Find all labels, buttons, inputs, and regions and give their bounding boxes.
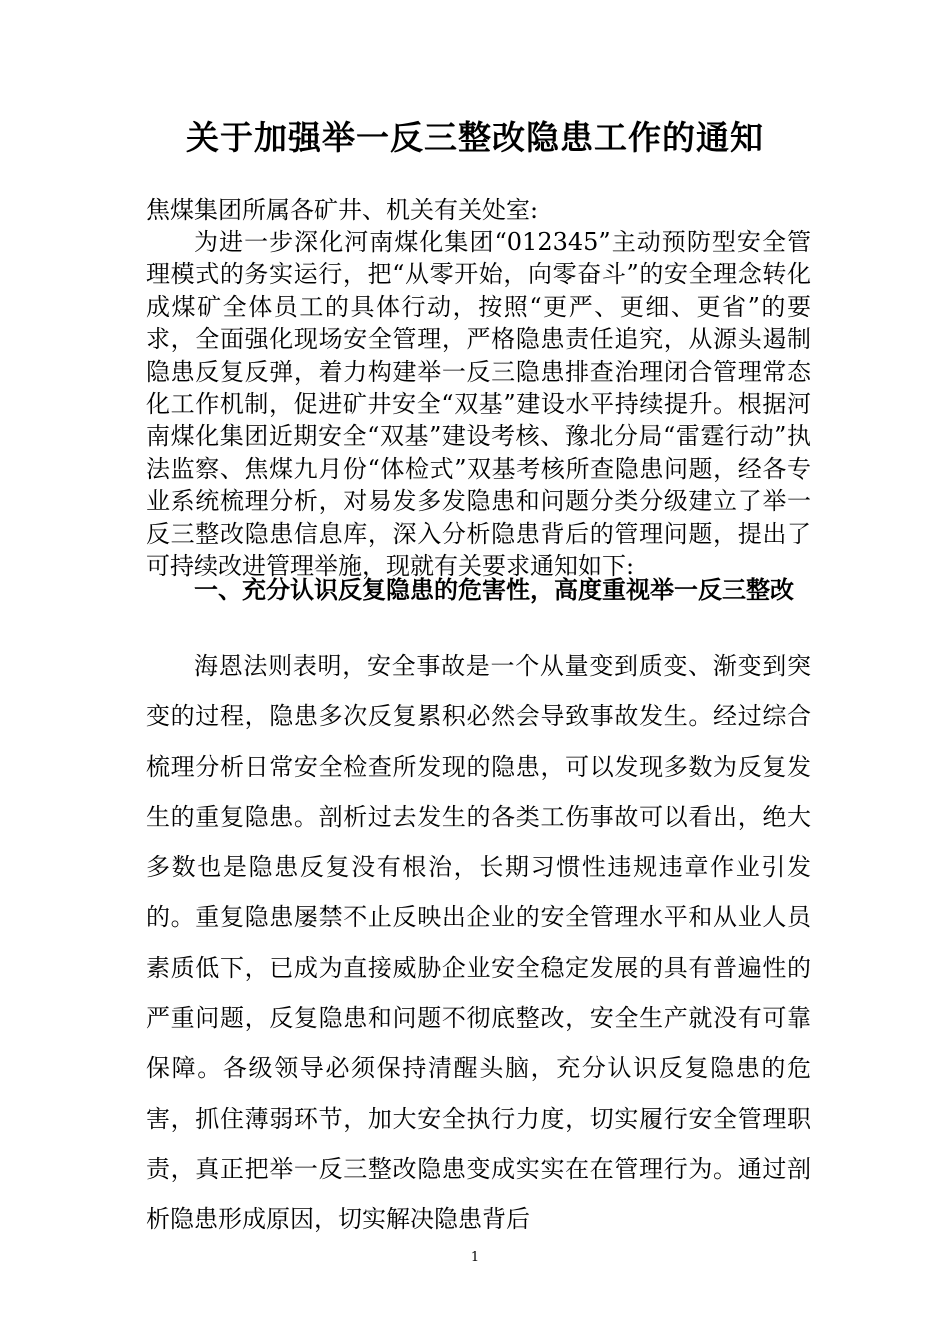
section-heading-1: 一、充分认识反复隐患的危害性，高度重视举一反三整改: [194, 575, 794, 604]
salutation: 焦煤集团所属各矿井、机关有关处室:: [146, 196, 539, 224]
document-title: 关于加强举一反三整改隐患工作的通知: [186, 118, 764, 157]
page-number: 1: [470, 1250, 480, 1265]
intro-paragraph: 为进一步深化河南煤化集团“012345”主动预防型安全管理模式的务实运行，把“从零开始，向零奋斗”的安全理念转化成煤矿全体员工的具体行动，按照“更严、更细、更省”的要求，全面强化现场安全管理，严格隐患责任追究，从源头遏制隐患反复反弹，着力构建举一反三隐患排查治理闭合管理常态化工作机制，促进矿井安全“双基”建设水平持续提升。根据河南煤化集团近期安全“双基”建设考核、豫北分局“雷霆行动”执法监察、焦煤九月份“体检式”双基考核所查隐患问题，经各专业系统梳理分析，对易发多发隐患和问题分类分级建立了举一反三整改隐患信息库，深入分析隐患背后的管理问题，提出了可持续改进管理举施，现就有关要求通知如下:: [146, 228, 811, 581]
section-1-paragraph: 海恩法则表明，安全事故是一个从量变到质变、渐变到突变的过程，隐患多次反复累积必然会导致事故发生。经过综合梳理分析日常安全检查所发现的隐患，可以发现多数为反复发生的重复隐患。剖析过去发生的各类工伤事故可以看出，绝大多数也是隐患反复没有根治，长期习惯性违规违章作业引发的。重复隐患屡禁不止反映出企业的安全管理水平和从业人员素质低下，已成为直接威胁企业安全稳定发展的具有普遍性的严重问题，反复隐患和问题不彻底整改，安全生产就没有可靠保障。各级领导必须保持清醒头脑，充分认识反复隐患的危害，抓住薄弱环节，加大安全执行力度，切实履行安全管理职责，真正把举一反三整改隐患变成实实在在管理行为。通过剖析隐患形成原因，切实解决隐患背后: [146, 652, 811, 1234]
